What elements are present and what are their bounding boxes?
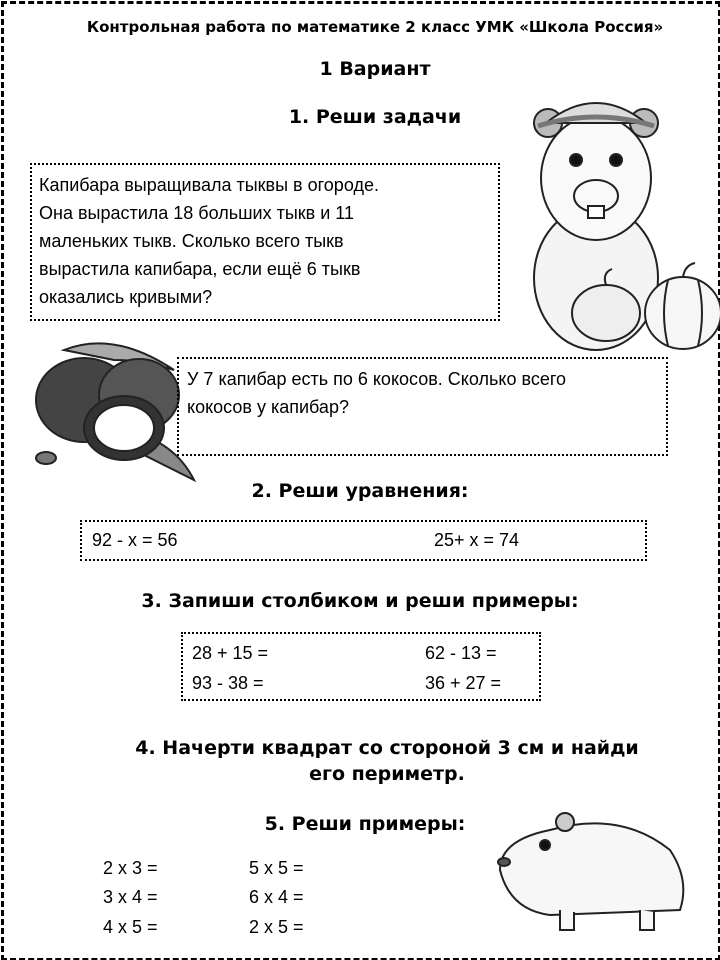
task1-line: вырастила капибара, если ещё 6 тыкв	[39, 259, 361, 279]
section4-heading: 4. Начерти квадрат со стороной 3 см и найди	[135, 737, 639, 759]
example: 28 + 15 =	[192, 643, 269, 663]
task2-line: У 7 капибар есть по 6 кокосов. Сколько всего	[187, 369, 567, 389]
task2-box	[177, 357, 668, 456]
equations-box	[80, 520, 647, 561]
example: 6 x 4 =	[249, 887, 304, 907]
section1-heading: 1. Реши задачи	[288, 106, 462, 128]
section5-heading: 5. Реши примеры:	[264, 813, 466, 835]
task1-line: Она вырастила 18 больших тыкв и 11	[39, 203, 354, 223]
example: 36 + 27 =	[425, 673, 502, 693]
equation: 25+ x = 74	[434, 530, 520, 550]
example: 5 x 5 =	[249, 858, 304, 878]
example: 4 x 5 =	[103, 917, 158, 937]
section2-heading: 2. Реши уравнения:	[251, 480, 469, 502]
variant-label: 1 Вариант	[319, 58, 431, 80]
example: 2 x 5 =	[249, 917, 304, 937]
section4-heading-cont: его периметр.	[309, 763, 465, 785]
example: 93 - 38 =	[192, 673, 264, 693]
section3-heading: 3. Запиши столбиком и реши примеры:	[141, 590, 579, 612]
equation: 92 - x = 56	[92, 530, 178, 550]
example: 62 - 13 =	[425, 643, 497, 663]
example: 3 x 4 =	[103, 887, 158, 907]
capybara-illustration	[490, 800, 700, 940]
example: 2 x 3 =	[103, 858, 158, 878]
task1-line: маленьких тыкв. Сколько всего тыкв	[39, 231, 344, 251]
task1-line: оказались кривыми?	[39, 287, 213, 307]
worksheet-title: Контрольная работа по математике 2 класс УМК «Школа Россия»	[86, 18, 664, 36]
column-examples-box	[181, 632, 541, 701]
task1-box	[30, 163, 500, 321]
capybara-pumpkins-illustration	[518, 88, 720, 353]
task1-line: Капибара выращивала тыквы в огороде.	[39, 175, 379, 195]
task2-line: кокосов у капибар?	[187, 397, 349, 417]
